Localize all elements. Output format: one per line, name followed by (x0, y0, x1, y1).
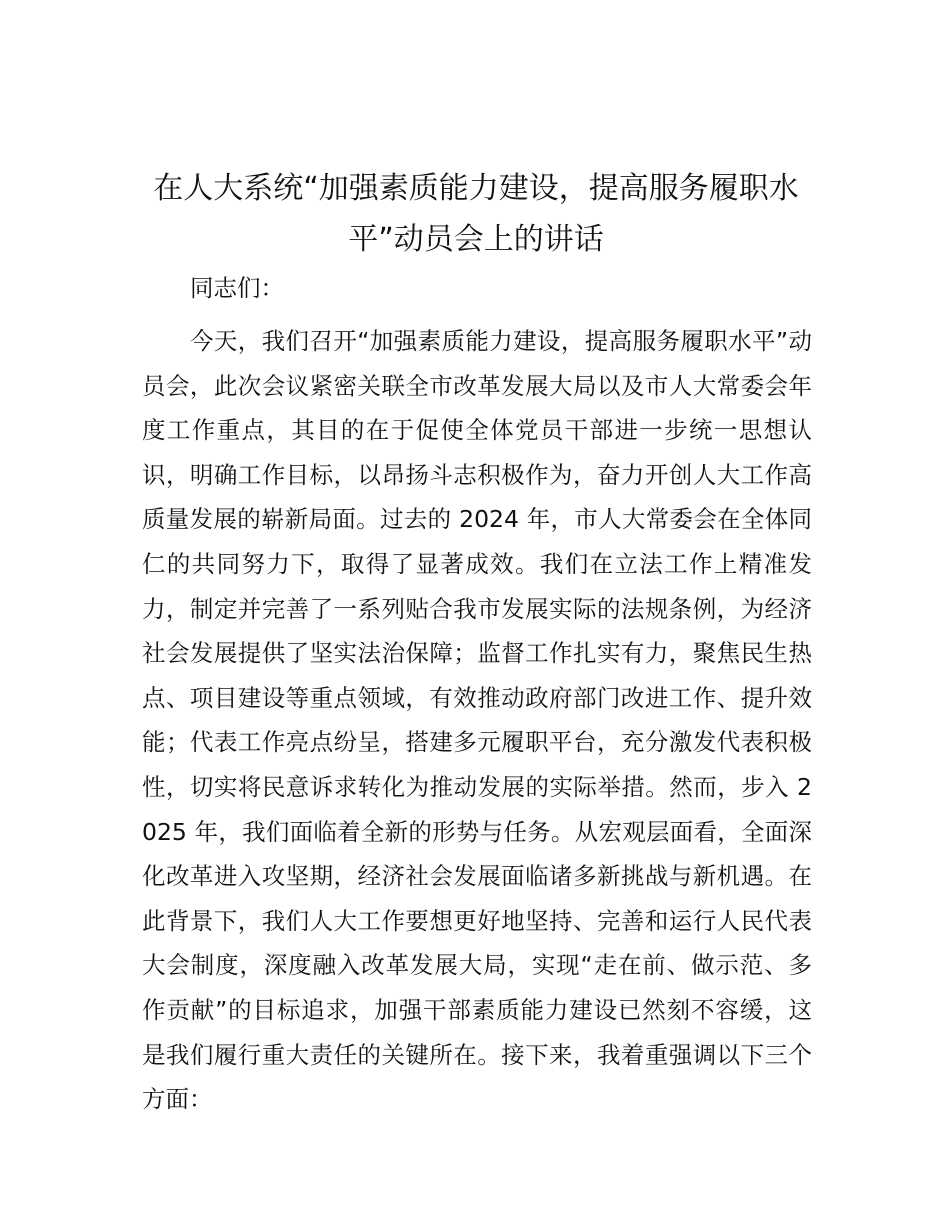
body-paragraph: 今天，我们召开“加强素质能力建设，提高服务履职水平”动员会，此次会议紧密关联全市改革发展大局以及市人大常委会年度工作重点，其目的在于促使全体党员干部进一步统一思想认识，明确工作目标，以昂扬斗志积极作为，奋力开创人大工作高质量发展的崭新局面。过去的 2024 年，市人大常委会在全体同仁的共同努力下，取得了显著成效。我们在立法工作上精准发力，制定并完善了一系列贴合我市发展实际的法规条例，为经济社会发展提供了坚实法治保障；监督工作扎实有力，聚焦民生热点、项目建设等重点领域，有效推动政府部门改进工作、提升效能；代表工作亮点纷呈，搭建多元履职平台，充分激发代表积极性，切实将民意诉求转化为推动发展的实际举措。然而，步入 2025 年，我们面临着全新的形势与任务。从宏观层面看，全面深化改革进入攻坚期，经济社会发展面临诸多新挑战与新机遇。在此背景下，我们人大工作要想更好地坚持、完善和运行人民代表大会制度，深度融入改革发展大局，实现“走在前、做示范、多作贡献”的目标追求，加强干部素质能力建设已然刻不容缓，这是我们履行重大责任的关键所在。接下来，我着重强调以下三个方面： (142, 327, 812, 1114)
document-title: 在人大系统“加强素质能力建设，提高服务履职水平”动员会上的讲话 (153, 171, 799, 257)
salutation: 同志们： (190, 274, 284, 302)
